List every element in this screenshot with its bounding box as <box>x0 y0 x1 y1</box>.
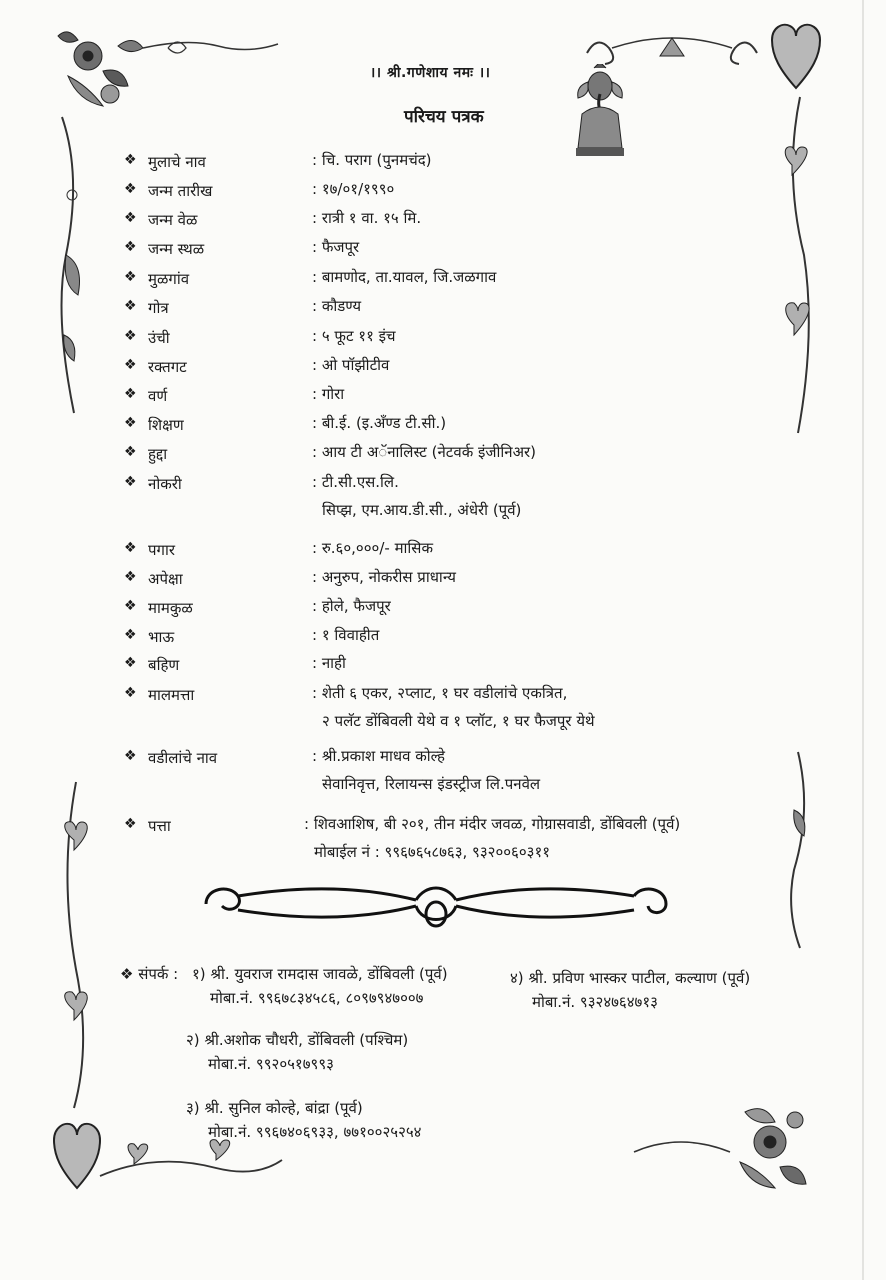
diamond-bullet-icon: ❖ <box>124 357 137 373</box>
diamond-bullet-icon: ❖ <box>124 569 137 585</box>
vine-right-icon <box>780 95 820 435</box>
contact-entry: ४) श्री. प्रविण भास्कर पाटील, कल्याण (पूर्व) मोबा.नं. ९३२४७६४७१३ <box>510 969 751 1011</box>
paper-fold-line <box>862 0 864 1280</box>
diamond-bullet-icon: ❖ <box>124 655 137 671</box>
ganesha-icon <box>572 64 628 158</box>
diamond-bullet-icon: ❖ <box>124 239 137 255</box>
vine-left-icon <box>52 115 88 415</box>
diamond-bullet-icon: ❖ <box>124 181 137 197</box>
diamond-bullet-icon: ❖ <box>124 152 137 168</box>
diamond-bullet-icon: ❖ <box>124 269 137 285</box>
diamond-bullet-icon: ❖ <box>124 210 137 226</box>
diamond-bullet-icon: ❖ <box>124 298 137 314</box>
scroll-ornament-icon <box>96 1138 286 1182</box>
floral-corner-icon <box>630 1092 810 1192</box>
vine-right-lower-icon <box>784 750 814 950</box>
contact-entry: २) श्री.अशोक चौधरी, डोंबिवली (पश्चिम) मोबा.नं. ९९२०५१७९९३ <box>186 1031 409 1073</box>
diamond-bullet-icon: ❖ <box>124 474 137 490</box>
diamond-bullet-icon: ❖ <box>124 627 137 643</box>
contact-label: ❖ संपर्क : <box>120 965 179 983</box>
diamond-bullet-icon: ❖ <box>124 540 137 556</box>
heart-icon <box>52 1118 102 1190</box>
diamond-bullet-icon: ❖ <box>124 386 137 402</box>
contact-entry: १) श्री. युवराज रामदास जावळे, डोंबिवली (पूर्व) मोबा.नं. ९९६७८३४५८६, ८०९७९४७००७ <box>192 965 448 1007</box>
contact-entry: ३) श्री. सुनिल कोल्हे, बांद्रा (पूर्व) मोबा.नं. ९९६७४०६९३३, ७७१००२५२५४ <box>186 1099 422 1141</box>
diamond-bullet-icon: ❖ <box>124 598 137 614</box>
diamond-bullet-icon: ❖ <box>124 328 137 344</box>
diamond-bullet-icon: ❖ <box>124 816 137 832</box>
heart-icon <box>770 20 822 90</box>
floral-corner-icon <box>48 26 288 116</box>
vine-left-lower-icon <box>56 780 96 1110</box>
diamond-bullet-icon: ❖ <box>124 415 137 431</box>
diamond-bullet-icon: ❖ <box>120 965 139 983</box>
diamond-bullet-icon: ❖ <box>124 748 137 764</box>
diamond-bullet-icon: ❖ <box>124 685 137 701</box>
diamond-bullet-icon: ❖ <box>124 444 137 460</box>
blessing-line: ।। श्री.गणेशाय नमः ।। <box>370 65 491 81</box>
page-title: परिचय पत्रक <box>404 107 484 127</box>
scroll-divider-icon <box>186 874 686 934</box>
biodata-page: ।। श्री.गणेशाय नमः ।। परिचय पत्रक ❖ मुलाचे नाव : चि. पराग (पुनमचंद) ❖ जन्म तारीख : १७/०१/१९९० ❖ जन्म वेळ : रात्री १ वा. १५ मि. ❖ जन्म स्थळ : फैजपूर ❖ मुळगांव : बामणोद, ता.यावल, जि.जळगाव ❖ गोत्र : कौडण्य ❖ उंची : ५ फूट ११ इंच ❖ रक्तगट : ओ पॉझीटीव ❖ वर्ण : गोरा ❖ शिक्षण : बी.ई. (इ.अँण्ड टी.सी.) ❖ हुद्दा : आय टी अॅनालिस्ट (नेटवर्क इंजीनिअर) ❖ नोकरी : टी.सी.एस.लि. सिप्झ, एम.आय.डी.सी., अंधेरी (पूर्व) ❖ पगार : रु.६०,०००/- मासिक ❖ अपेक्षा : अनुरुप, नोकरीस प्राधान्य ❖ मामकुळ : होले, फैजपूर ❖ भाऊ : १ विवाहीत ❖ बहिण : नाही ❖ मालमत्ता : शेती ६ एकर, २प्लाट, १ घर वडीलांचे एकत्रित, २ पलॅट डोंबिवली येथे व १ प्लॉट, १ घर फैजपूर येथे ❖ वडीलांचे नाव : श्री.प्रकाश माधव कोल्हे सेवानिवृत्त, रिलायन्स इंडस्ट्रीज लि.पनवेल ❖ पत्ता : शिवआशिष, बी २०१, तीन मंदीर जवळ, गोग्रासवाडी, डोंबिवली (पूर्व) मोबाईल नं : ९९६७६५८७६३, ९३२००६०३११ ❖ संपर्क : १) श्री. युवराज रामदास जावळे, डोंबिवली (पूर्व) मोबा.नं. ९९६७८३४५८६, ८०९७९४७००७ ४) श्री. प्रविण भास्कर पाटील, कल्याण (पूर्व) मोबा.नं. ९३२४७६४७१३ २) श्री.अशोक चौधरी, डोंबिवली (पश्चिम) मोबा.नं. ९९२०५१७९९३ ३) श्री. सुनिल कोल्हे, बांद्रा (पूर्व) मोबा.नं. ९९६७४०६९३३, ७७१००२५२५४ <box>0 0 886 1280</box>
